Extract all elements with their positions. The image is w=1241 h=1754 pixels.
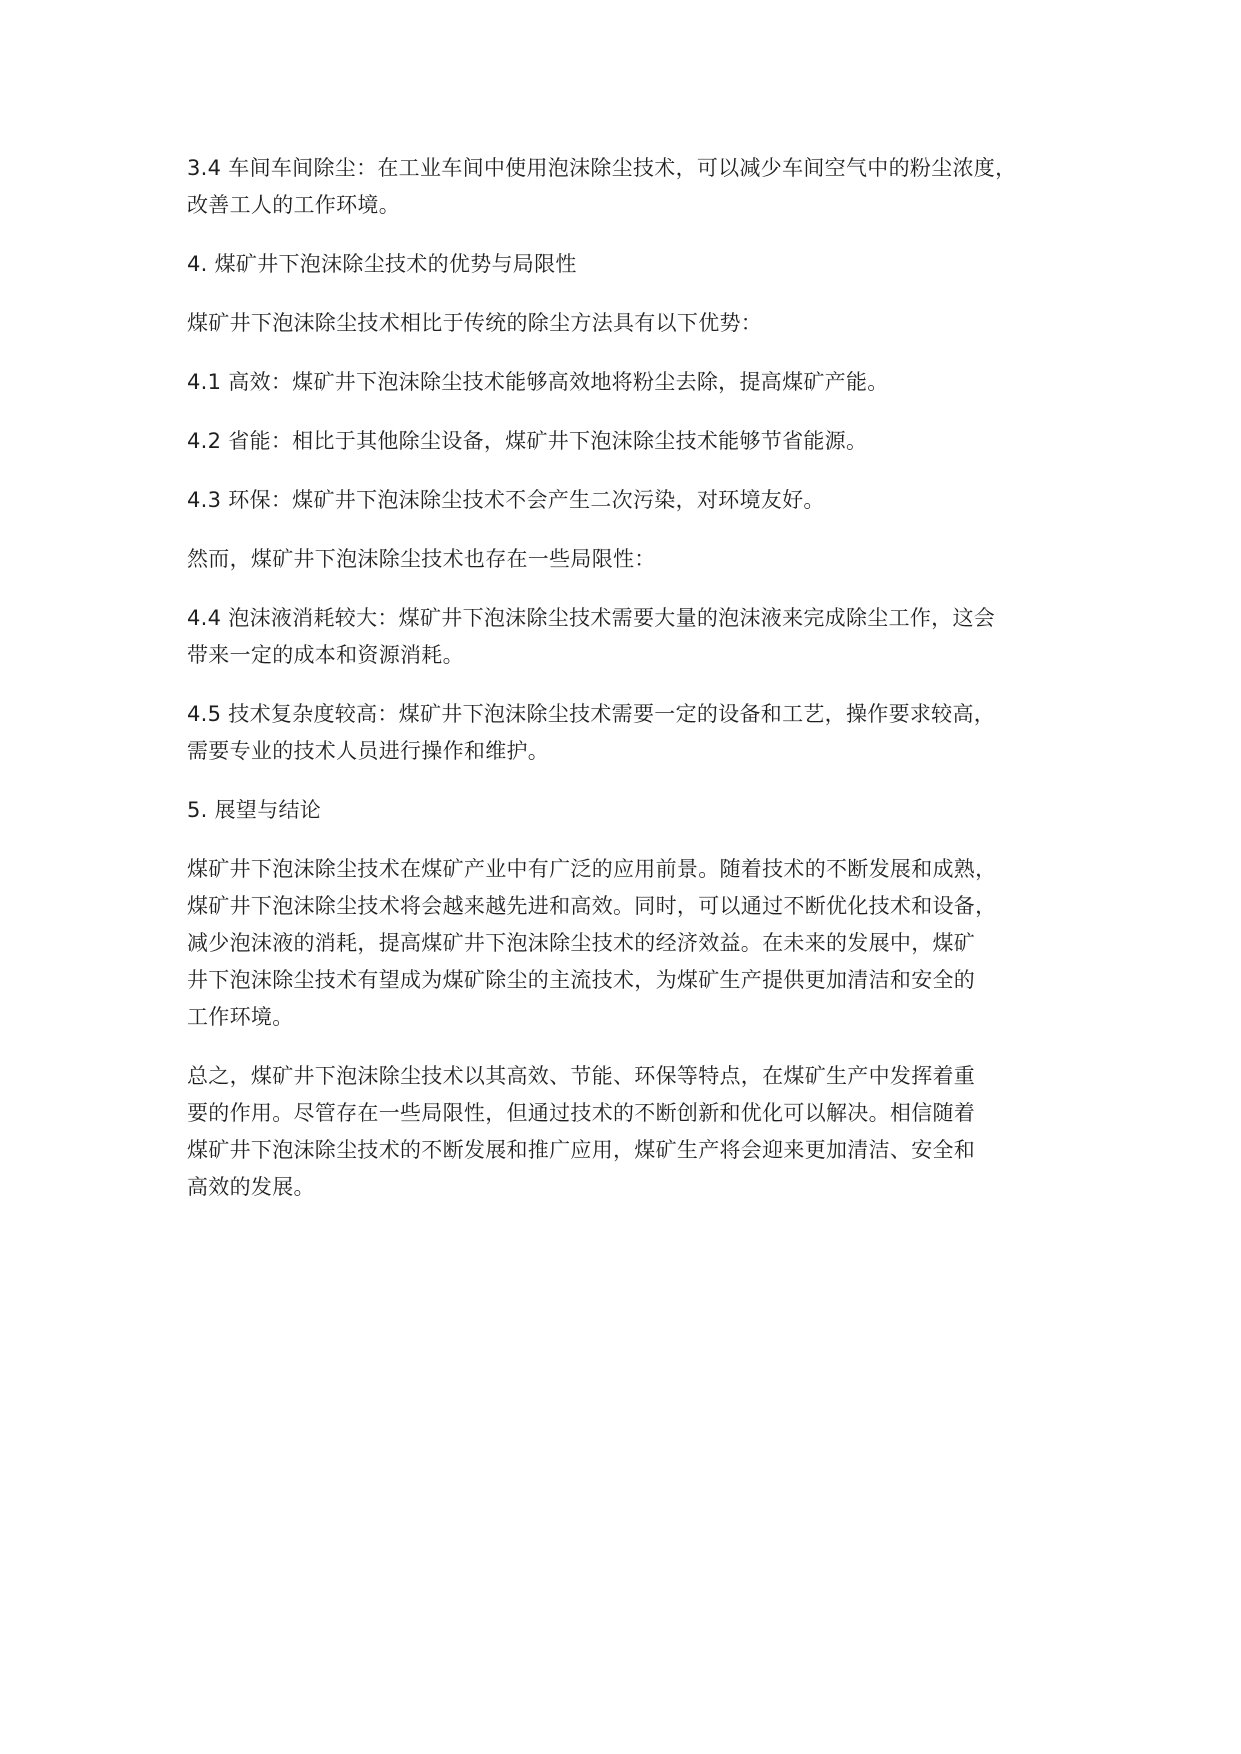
paragraph-4-1-efficiency bbox=[187, 364, 1067, 401]
paragraph-outlook bbox=[187, 851, 1067, 1036]
text-line: 4. 煤矿井下泡沫除尘技术的优势与局限性 bbox=[187, 252, 577, 276]
paragraph-4-3-environment bbox=[187, 482, 1067, 519]
paragraph-4-4-consumption bbox=[187, 600, 1067, 674]
text-line: 高效的发展。 bbox=[187, 1175, 315, 1199]
text-line: 工作环境。 bbox=[187, 1005, 294, 1029]
text-line: 减少泡沫液的消耗，提高煤矿井下泡沫除尘技术的经济效益。在未来的发展中，煤矿 bbox=[187, 931, 976, 955]
text-line: 总之，煤矿井下泡沫除尘技术以其高效、节能、环保等特点，在煤矿生产中发挥着重 bbox=[187, 1064, 976, 1088]
text-line: 3.4 车间车间除尘：在工业车间中使用泡沫除尘技术，可以减少车间空气中的粉尘浓度， bbox=[187, 156, 1017, 180]
text-line: 4.3 环保：煤矿井下泡沫除尘技术不会产生二次污染，对环境友好。 bbox=[187, 488, 825, 512]
paragraph-4-5-complexity bbox=[187, 696, 1067, 770]
paragraph-advantages-intro bbox=[187, 305, 1067, 342]
text-line: 改善工人的工作环境。 bbox=[187, 193, 400, 217]
text-line: 4.2 省能：相比于其他除尘设备，煤矿井下泡沫除尘技术能够节省能源。 bbox=[187, 429, 868, 453]
text-line: 4.4 泡沫液消耗较大：煤矿井下泡沫除尘技术需要大量的泡沫液来完成除尘工作，这会 bbox=[187, 606, 996, 630]
paragraph-limitations-intro bbox=[187, 541, 1067, 578]
paragraph-4-2-energy bbox=[187, 423, 1067, 460]
text-line: 煤矿井下泡沫除尘技术相比于传统的除尘方法具有以下优势： bbox=[187, 311, 763, 335]
text-line: 然而，煤矿井下泡沫除尘技术也存在一些局限性： bbox=[187, 547, 656, 571]
text-line: 4.5 技术复杂度较高：煤矿井下泡沫除尘技术需要一定的设备和工艺，操作要求较高， bbox=[187, 702, 996, 726]
paragraph-3-4-workshop bbox=[187, 150, 1067, 224]
text-line: 煤矿井下泡沫除尘技术的不断发展和推广应用，煤矿生产将会迎来更加清洁、安全和 bbox=[187, 1138, 976, 1162]
text-line: 需要专业的技术人员进行操作和维护。 bbox=[187, 739, 550, 763]
text-line: 煤矿井下泡沫除尘技术在煤矿产业中有广泛的应用前景。随着技术的不断发展和成熟， bbox=[187, 857, 997, 881]
paragraph-conclusion bbox=[187, 1058, 1067, 1206]
text-line: 煤矿井下泡沫除尘技术将会越来越先进和高效。同时，可以通过不断优化技术和设备， bbox=[187, 894, 997, 918]
text-line: 带来一定的成本和资源消耗。 bbox=[187, 643, 464, 667]
document-page bbox=[187, 150, 1067, 1228]
text-line: 4.1 高效：煤矿井下泡沫除尘技术能够高效地将粉尘去除，提高煤矿产能。 bbox=[187, 370, 889, 394]
text-line: 井下泡沫除尘技术有望成为煤矿除尘的主流技术，为煤矿生产提供更加清洁和安全的 bbox=[187, 968, 976, 992]
text-line: 5. 展望与结论 bbox=[187, 798, 322, 822]
section-heading-4 bbox=[187, 246, 1067, 283]
section-heading-5 bbox=[187, 792, 1067, 829]
text-line: 要的作用。尽管存在一些局限性，但通过技术的不断创新和优化可以解决。相信随着 bbox=[187, 1101, 976, 1125]
